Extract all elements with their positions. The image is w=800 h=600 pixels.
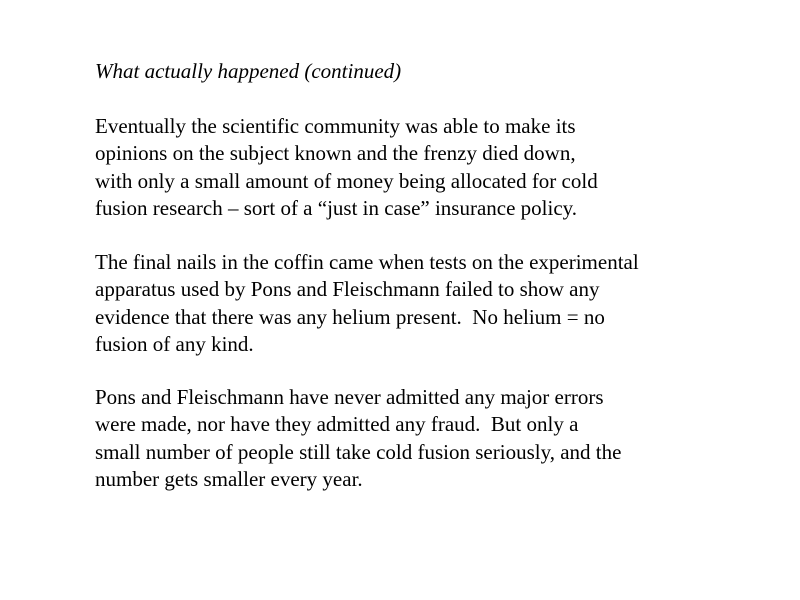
- paragraph-2-line-3: evidence that there was any helium present. No helium = no: [95, 304, 605, 329]
- paragraph-2-line-4: fusion of any kind.: [95, 331, 254, 356]
- paragraph-1: [95, 113, 598, 222]
- paragraph-1-line-4: fusion research – sort of a “just in case” insurance policy.: [95, 195, 578, 220]
- paragraph-3-line-4: number gets smaller every year.: [95, 466, 363, 491]
- paragraph-2-line-2: apparatus used by Pons and Fleischmann failed to show any: [95, 277, 600, 302]
- paragraph-1-line-1: Eventually the scientific community was able to make its: [95, 114, 576, 138]
- paragraph-3: [95, 384, 621, 493]
- paragraph-2-line-1: The final nails in the coffin came when tests on the experimental: [95, 250, 639, 274]
- paragraph-3-line-1: Pons and Fleischmann have never admitted any major errors: [95, 385, 604, 409]
- slide-title: What actually happened (continued): [95, 59, 402, 83]
- paragraph-1-line-2: opinions on the subject known and the frenzy died down,: [95, 141, 576, 166]
- paragraph-3-line-3: small number of people still take cold fusion seriously, and the: [95, 439, 622, 464]
- paragraph-1-line-3: with only a small amount of money being allocated for cold: [95, 168, 598, 193]
- paragraph-2: [95, 249, 639, 358]
- paragraph-3-line-2: were made, nor have they admitted any fraud. But only a: [95, 412, 579, 437]
